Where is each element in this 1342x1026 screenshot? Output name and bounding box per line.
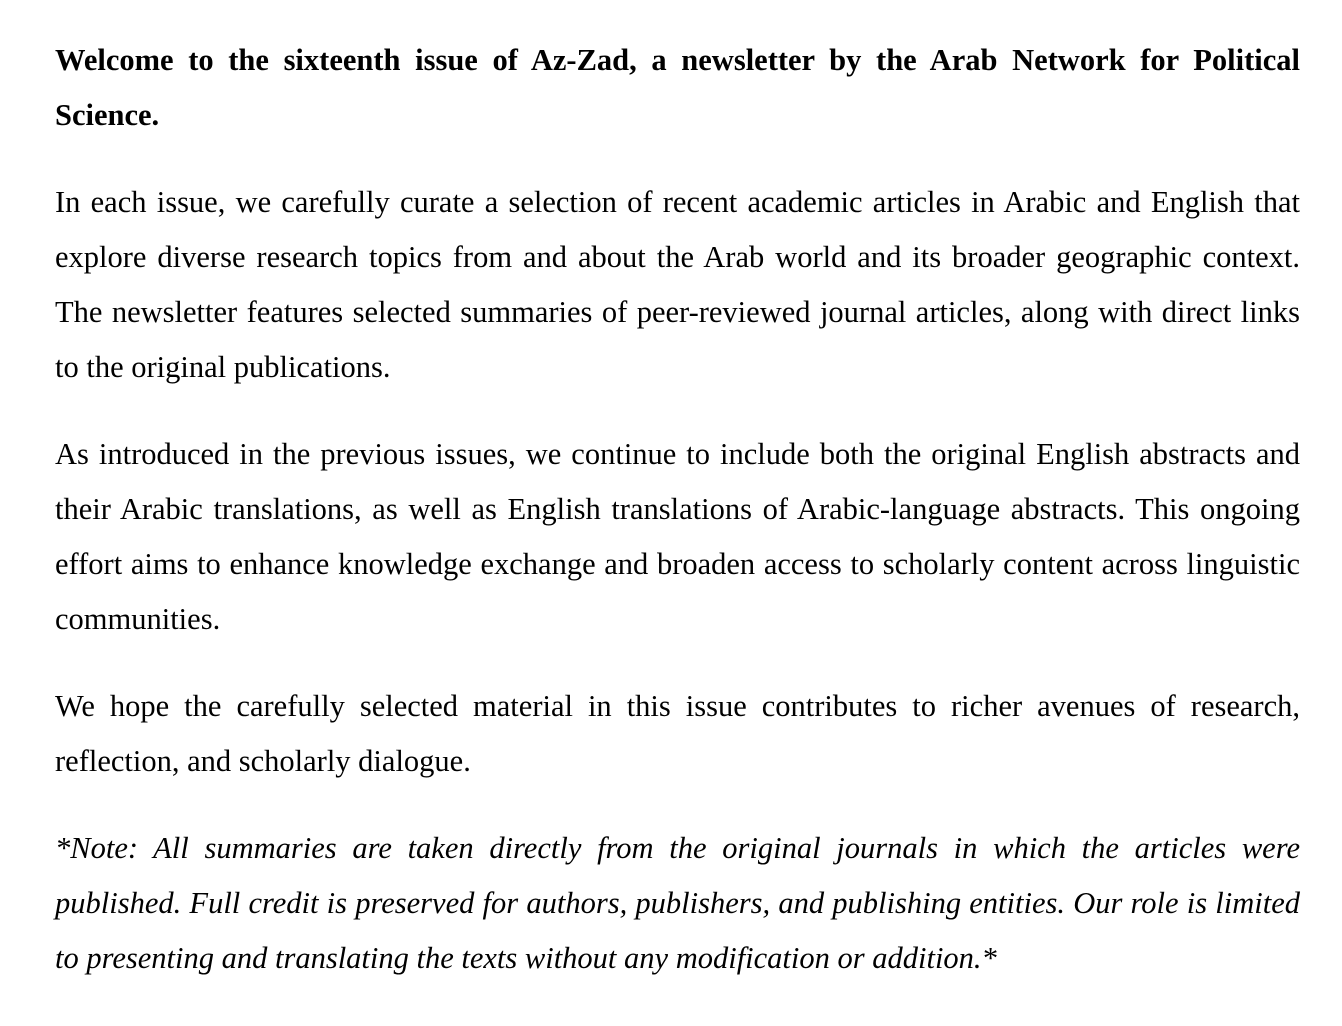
hope-paragraph: We hope the carefully selected material in this issue contributes to richer avenues of research, reflection, and scholarly dialogue.	[55, 689, 1300, 778]
translations-paragraph: As introduced in the previous issues, we continue to include both the original English abstracts and their Arabic translations, as well as English translations of Arabic-language abstracts. This ongoing effort aims to enhance knowledge exchange and broaden access to scholarly content across linguistic communities.	[55, 437, 1300, 636]
note-paragraph: *Note: All summaries are taken directly from the original journals in which the articles were published. Full credit is preserved for authors, publishers, and publishing entities. Our role is limited to presenting and translating the texts without any modification or addition.*	[55, 831, 1300, 975]
intro-paragraph: Welcome to the sixteenth issue of Az-Zad, a newsletter by the Arab Network for Political Science.	[55, 43, 1300, 132]
curation-paragraph: In each issue, we carefully curate a selection of recent academic articles in Arabic and English that explore diverse research topics from and about the Arab world and its broader geographic context. The newsletter features selected summaries of peer-reviewed journal articles, along with direct links to the original publications.	[55, 185, 1300, 384]
